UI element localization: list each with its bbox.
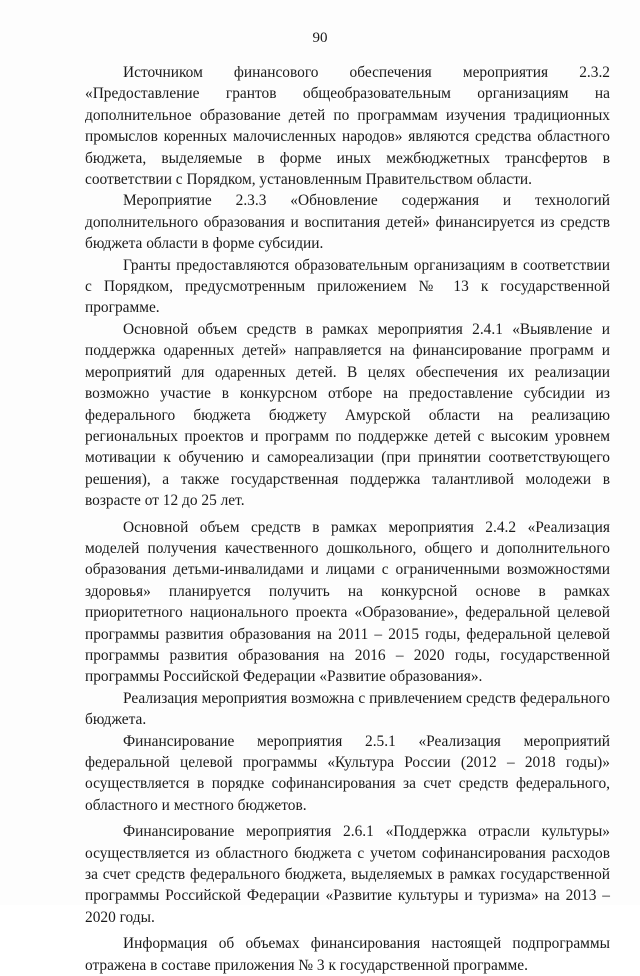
paragraph: Реализация мероприятия возможна с привлечением средств федерального бюджета. — [85, 689, 610, 729]
paragraph: Информация об объемах финансирования настоящей подпрограммы отражена в составе приложения № 3 к государственной программе. — [85, 935, 610, 974]
page-number: 90 — [312, 30, 328, 46]
paragraph: Финансирование мероприятия 2.6.1 «Поддержка отрасли культуры» осуществляется из областного бюджета с учетом софинансирования расходов за счет средств федерального бюджета, выделяемых в рамках государственной программы Российской Федерации «Развитие культуры и туризма» на 2013 – 2020 годы. — [85, 823, 610, 926]
paragraph: Основной объем средств в рамках мероприятия 2.4.2 «Реализация моделей получения качественного дошкольного, общего и дополнительного образования детьми-инвалидами и лицами с ограниченными возможностями здоровья» планируется получить на конкурсной основе в рамках приоритетного национального проекта «Образование», федеральной целевой программы развития образования на 2011 – 2015 годы, федеральной целевой программы развития образования на 2016 – 2020 годы, государственной программы Российской Федерации «Развитие образования». — [85, 518, 610, 686]
document-body — [85, 62, 610, 976]
paragraph: Мероприятие 2.3.3 «Обновление содержания и технологий дополнительного образования и воспитания детей» финансируется из средств бюджета области в форме субсидии. — [85, 192, 610, 253]
paragraph: Основной объем средств в рамках мероприятия 2.4.1 «Выявление и поддержка одаренных детей» направляется на финансирование программ и мероприятий для одаренных детей. В целях обеспечения их реализации возможно участие в конкурсном отборе на предоставление субсидии из федерального бюджета бюджету Амурской области на реализацию региональных проектов и программ по поддержке детей с высоким уровнем мотивации к обучению и самореализации (при принятии соответствующего решения), а также государственная поддержка талантливой молодежи в возрасте от 12 до 25 лет. — [85, 320, 610, 510]
paragraph: Финансирование мероприятия 2.5.1 «Реализация мероприятий федеральной целевой программы «Культура России (2012 – 2018 годы)» осуществляется в порядке софинансирования за счет средств федерального, областного и местного бюджетов. — [85, 732, 610, 814]
paragraph: Источником финансового обеспечения мероприятия 2.3.2 «Предоставление грантов общеобразовательным организациям на дополнительное образование детей по программам изучения традиционных промыслов коренных малочисленных народов» являются средства областного бюджета, выделяемые в форме иных межбюджетных трансфертов в соответствии с Порядком, установленным Правительством области. — [85, 64, 610, 189]
paragraph: Гранты предоставляются образовательным организациям в соответствии с Порядком, предусмотренным приложением № 13 к государственной программе. — [85, 256, 610, 317]
